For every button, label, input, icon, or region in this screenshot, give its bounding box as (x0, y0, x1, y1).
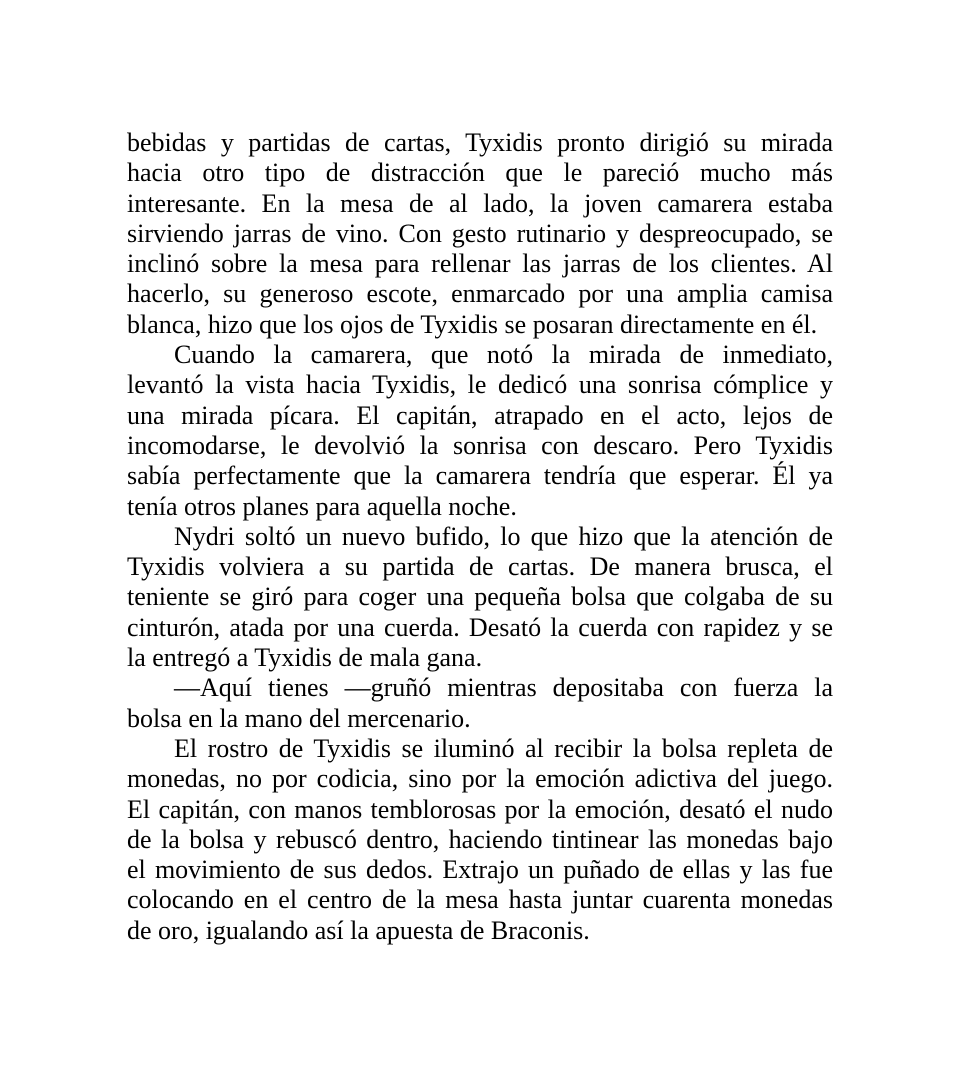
text-line: cinturón, atada por una cuerda. Desató la cuerda con rapidez y se (127, 612, 833, 642)
text-line: hacia otro tipo de distracción que le pareció mucho más (127, 158, 833, 188)
text-line: —Aquí tienes —gruñó mientras depositaba con fuerza la (174, 673, 833, 703)
text-line: de oro, igualando así la apuesta de Braconis. (127, 915, 590, 945)
text-line: teniente se giró para coger una pequeña bolsa que colgaba de su (127, 582, 833, 612)
text-line: blanca, hizo que los ojos de Tyxidis se posaran directamente en él. (127, 309, 818, 339)
text-line: colocando en el centro de la mesa hasta juntar cuarenta monedas (127, 885, 833, 915)
text-line: bebidas y partidas de cartas, Tyxidis pronto dirigió su mirada (127, 128, 833, 157)
text-line: monedas, no por codicia, sino por la emoción adictiva del juego. (127, 764, 833, 794)
text-line: El capitán, con manos temblorosas por la emoción, desató el nudo (127, 794, 833, 824)
text-line: Cuando la camarera, que notó la mirada de inmediato, (174, 340, 833, 370)
text-line: de la bolsa y rebuscó dentro, haciendo tintinear las monedas bajo (127, 824, 833, 854)
text-line: tenía otros planes para aquella noche. (127, 491, 517, 521)
text-line: incomodarse, le devolvió la sonrisa con descaro. Pero Tyxidis (127, 430, 833, 460)
paragraph (127, 128, 833, 340)
text-line: inclinó sobre la mesa para rellenar las jarras de los clientes. Al (127, 249, 833, 279)
paragraph (127, 522, 833, 673)
paragraph (127, 340, 833, 522)
text-line: sabía perfectamente que la camarera tendría que esperar. Él ya (127, 461, 833, 491)
text-line: levantó la vista hacia Tyxidis, le dedicó una sonrisa cómplice y (127, 370, 833, 400)
text-line: El rostro de Tyxidis se iluminó al recibir la bolsa repleta de (174, 733, 833, 763)
text-line: Tyxidis volviera a su partida de cartas. De manera brusca, el (127, 552, 833, 582)
text-line: una mirada pícara. El capitán, atrapado en el acto, lejos de (127, 400, 833, 430)
text-line: bolsa en la mano del mercenario. (127, 703, 471, 733)
text-line: interesante. En la mesa de al lado, la joven camarera estaba (127, 188, 833, 218)
text-line: el movimiento de sus dedos. Extrajo un puñado de ellas y las fue (127, 855, 833, 885)
paragraph (127, 734, 833, 946)
text-line: Nydri soltó un nuevo bufido, lo que hizo que la atención de (174, 521, 833, 551)
text-line: hacerlo, su generoso escote, enmarcado por una amplia camisa (127, 279, 833, 309)
page-text (127, 128, 833, 946)
text-line: sirviendo jarras de vino. Con gesto rutinario y despreocupado, se (127, 218, 833, 248)
paragraph (127, 673, 833, 734)
text-line: la entregó a Tyxidis de mala gana. (127, 643, 483, 673)
